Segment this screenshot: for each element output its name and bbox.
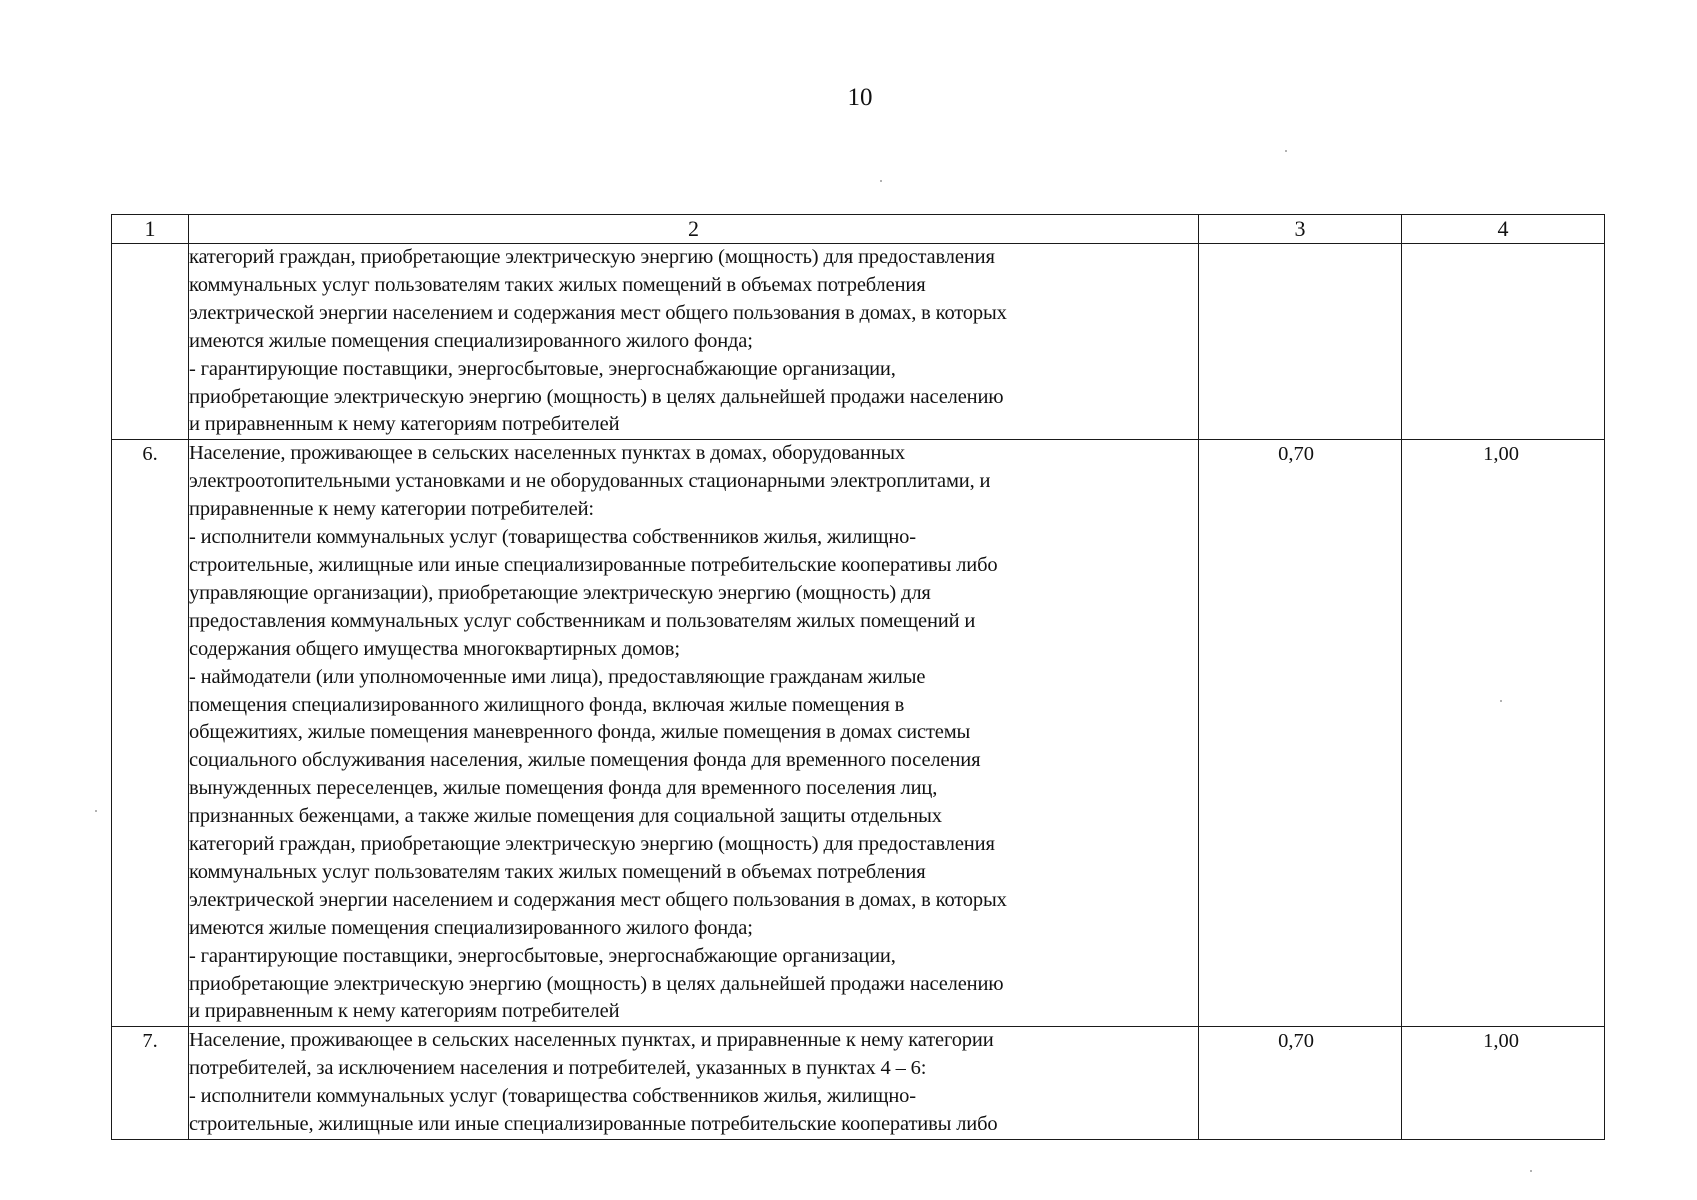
row-description [189, 440, 1199, 1027]
text-line: приравненные к нему категории потребителей: [189, 498, 594, 521]
text-line: помещения специализированного жилищного фонда, включая жилые помещения в [189, 693, 905, 716]
text-line: - наймодатели (или уполномоченные ими лица), предоставляющие гражданам жилые [189, 665, 926, 688]
text-line: предоставления коммунальных услуг собственникам и пользователям жилых помещений и [189, 609, 976, 632]
text-line: электрической энергии населением и содержания мест общего пользования в домах, в которых [189, 301, 1007, 324]
table-row [112, 244, 1605, 440]
text-line: общежитиях, жилые помещения маневренного фонда, жилые помещения в домах системы [189, 721, 971, 744]
text-line: Население, проживающее в сельских населенных пунктах в домах, оборудованных [189, 442, 906, 465]
text-line: строительные, жилищные или иные специализированные потребительские кооперативы либо [189, 1113, 998, 1136]
page-number: 10 [847, 84, 873, 111]
text-line: управляющие организации), приобретающие электрическую энергию (мощность) для [189, 581, 931, 604]
text-line: приобретающие электрическую энергию (мощность) в целях дальнейшей продажи населению [189, 385, 1004, 408]
text-line: коммунальных услуг пользователям таких жилых помещений в объемах потребления [189, 273, 926, 296]
row-value-col-4: 1,00 [1402, 440, 1605, 1027]
text-line: строительные, жилищные или иные специализированные потребительские кооперативы либо [189, 553, 998, 576]
text-line: - гарантирующие поставщики, энергосбытовые, энергоснабжающие организации, [189, 944, 896, 967]
row-description [189, 1027, 1199, 1140]
scan-speck [880, 180, 882, 182]
text-line: Население, проживающее в сельских населенных пунктах, и приравненные к нему категории [189, 1029, 994, 1052]
header-col-1: 1 [112, 215, 189, 244]
row-number [112, 244, 189, 440]
table-row [112, 440, 1605, 1027]
table-header-row [112, 215, 1605, 244]
row-value-col-3 [1199, 244, 1402, 440]
text-line: вынужденных переселенцев, жилые помещения фонда для временного поселения лиц, [189, 777, 938, 800]
header-col-3: 3 [1199, 215, 1402, 244]
row-description [189, 244, 1199, 440]
row-value-col-3: 0,70 [1199, 440, 1402, 1027]
text-line: потребителей, за исключением населения и потребителей, указанных в пунктах 4 – 6: [189, 1057, 927, 1080]
scan-speck [1500, 700, 1502, 702]
text-line: - гарантирующие поставщики, энергосбытовые, энергоснабжающие организации, [189, 357, 896, 380]
text-line: приобретающие электрическую энергию (мощность) в целях дальнейшей продажи населению [189, 972, 1004, 995]
text-line: категорий граждан, приобретающие электрическую энергию (мощность) для предоставления [189, 246, 995, 268]
header-col-4: 4 [1402, 215, 1605, 244]
text-line: и приравненным к нему категориям потребителей [189, 1000, 620, 1023]
row-value-col-4: 1,00 [1402, 1027, 1605, 1140]
row-value-col-3: 0,70 [1199, 1027, 1402, 1140]
text-line: признанных беженцами, а также жилые помещения для социальной защиты отдельных [189, 805, 942, 828]
text-line: имеются жилые помещения специализированного жилого фонда; [189, 329, 753, 352]
text-line: электроотопительными установками и не оборудованных стационарными электроплитами, и [189, 470, 991, 493]
text-line: коммунальных услуг пользователям таких жилых помещений в объемах потребления [189, 860, 926, 883]
row-value-col-4 [1402, 244, 1605, 440]
scan-speck [95, 810, 97, 812]
scan-speck [1530, 1170, 1532, 1172]
row-number: 6. [112, 440, 189, 1027]
text-line: категорий граждан, приобретающие электрическую энергию (мощность) для предоставления [189, 833, 995, 856]
text-line: электрической энергии населением и содержания мест общего пользования в домах, в которых [189, 888, 1007, 911]
row-number: 7. [112, 1027, 189, 1140]
scan-speck [1285, 150, 1287, 152]
tariff-table [111, 214, 1605, 1140]
text-line: содержания общего имущества многоквартирных домов; [189, 637, 680, 660]
header-col-2: 2 [189, 215, 1199, 244]
text-line: - исполнители коммунальных услуг (товарищества собственников жилья, жилищно- [189, 1085, 916, 1108]
text-line: - исполнители коммунальных услуг (товарищества собственников жилья, жилищно- [189, 526, 916, 549]
table-row [112, 1027, 1605, 1140]
text-line: социального обслуживания населения, жилые помещения фонда для временного поселения [189, 749, 981, 772]
text-line: и приравненным к нему категориям потребителей [189, 413, 620, 436]
text-line: имеются жилые помещения специализированного жилого фонда; [189, 916, 753, 939]
